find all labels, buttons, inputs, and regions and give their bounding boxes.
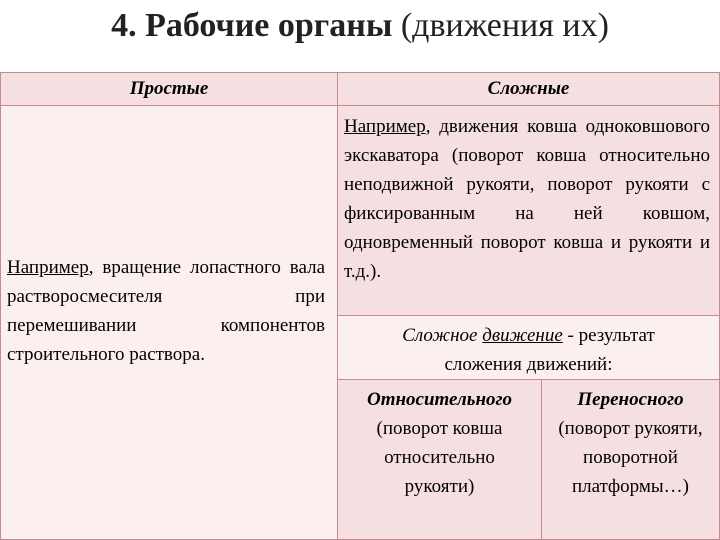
relative-title: Относительного	[366, 389, 513, 410]
transport-title: Переносного	[577, 389, 684, 410]
transport-cell	[541, 379, 720, 540]
composite-part2: движение	[482, 325, 563, 346]
complex-cell	[337, 105, 720, 316]
relative-desc: (поворот ковша относительно рукояти)	[376, 418, 503, 497]
header-complex	[337, 72, 720, 106]
composite-text	[338, 321, 719, 379]
relative-block	[338, 385, 541, 501]
simple-example-word: Например	[7, 257, 89, 278]
simple-cell	[0, 105, 338, 540]
title-bold: 4. Рабочие органы	[111, 7, 393, 44]
header-simple-label: Простые	[129, 78, 209, 99]
composite-part1: Сложное	[402, 325, 478, 346]
complex-paragraph	[344, 112, 710, 286]
simple-text: , вращение лопастного вала растворосмесителя при перемешивании компонентов строительного раствора.	[7, 257, 325, 365]
slide-title	[0, 2, 720, 62]
complex-text: , движения ковша одноковшового экскаватора (поворот ковша относительно неподвижной рукояти, поворот рукояти с фиксированным на ней ковшом, одновременный поворот ковша и рукояти и т.д.).	[344, 116, 710, 282]
header-simple	[0, 72, 338, 106]
composite-cell	[337, 315, 720, 380]
transport-desc: (поворот рукояти, поворотной платформы…)	[558, 418, 703, 497]
title-normal: (движения их)	[400, 7, 609, 44]
header-complex-label: Сложные	[487, 78, 570, 99]
composite-part3: - результат	[567, 325, 655, 346]
composite-line2: сложения движений:	[444, 354, 613, 375]
transport-block	[542, 385, 719, 501]
complex-example-word: Например	[344, 116, 426, 137]
simple-paragraph	[7, 253, 325, 369]
relative-cell	[337, 379, 542, 540]
